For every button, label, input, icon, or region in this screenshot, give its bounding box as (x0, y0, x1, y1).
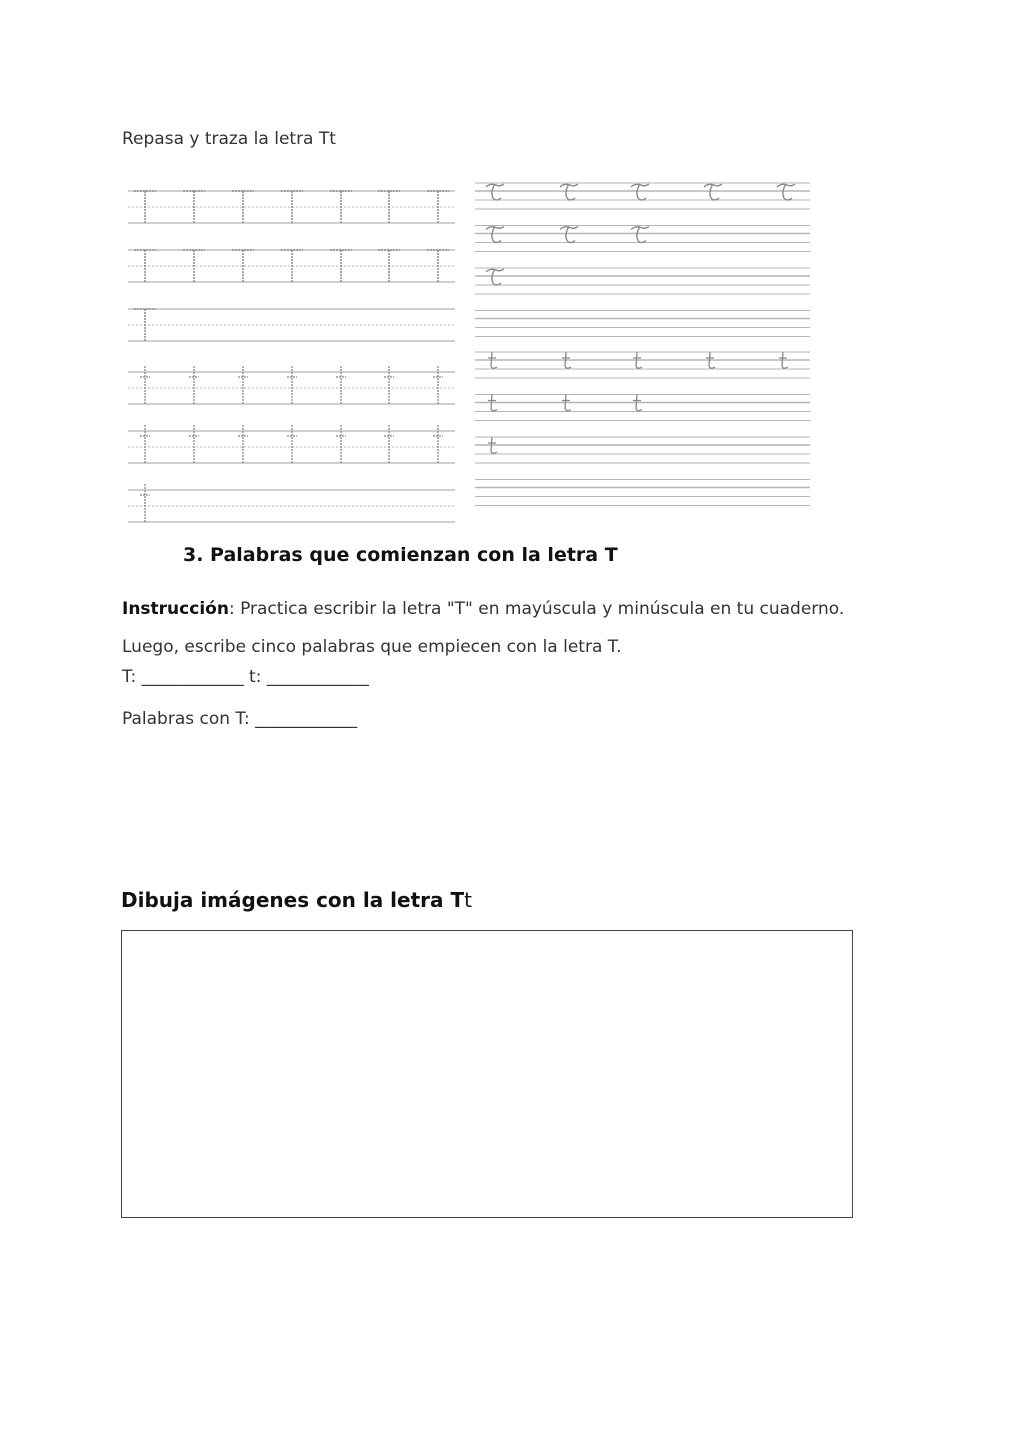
cursive-T-glyph (777, 184, 795, 200)
draw-heading-thin: t (464, 888, 472, 912)
words-fill-line: Palabras con T: ____________ (122, 709, 358, 729)
instruction-text: : Practica escribir la letra "T" en mayúscula y minúscula en tu cuaderno. Luego, escribe cinco palabras que empiecen con la letra T. (122, 599, 845, 657)
draw-heading-bold: Dibuja imágenes con la letra T (121, 888, 465, 912)
drawing-box[interactable] (121, 930, 853, 1218)
cursive-T-glyph (704, 184, 722, 200)
draw-heading (121, 888, 472, 912)
cursive-tracing-worksheet (472, 175, 814, 515)
cursive-T-glyph (560, 184, 578, 200)
cursive-T-glyph (560, 227, 578, 243)
cursive-T-glyph (631, 227, 649, 243)
cursive-T-glyph (486, 227, 504, 243)
print-tracing-worksheet (125, 180, 460, 525)
letter-fill-line: T: ____________ t: ____________ (122, 667, 369, 687)
intro-text: Repasa y traza la letra Tt (122, 129, 336, 149)
cursive-T-glyph (486, 184, 504, 200)
instruction-paragraph (122, 590, 862, 666)
cursive-T-glyph (486, 269, 504, 285)
cursive-T-glyph (631, 184, 649, 200)
instruction-label: Instrucción (122, 599, 229, 619)
section-heading: 3. Palabras que comienzan con la letra T (183, 544, 618, 566)
